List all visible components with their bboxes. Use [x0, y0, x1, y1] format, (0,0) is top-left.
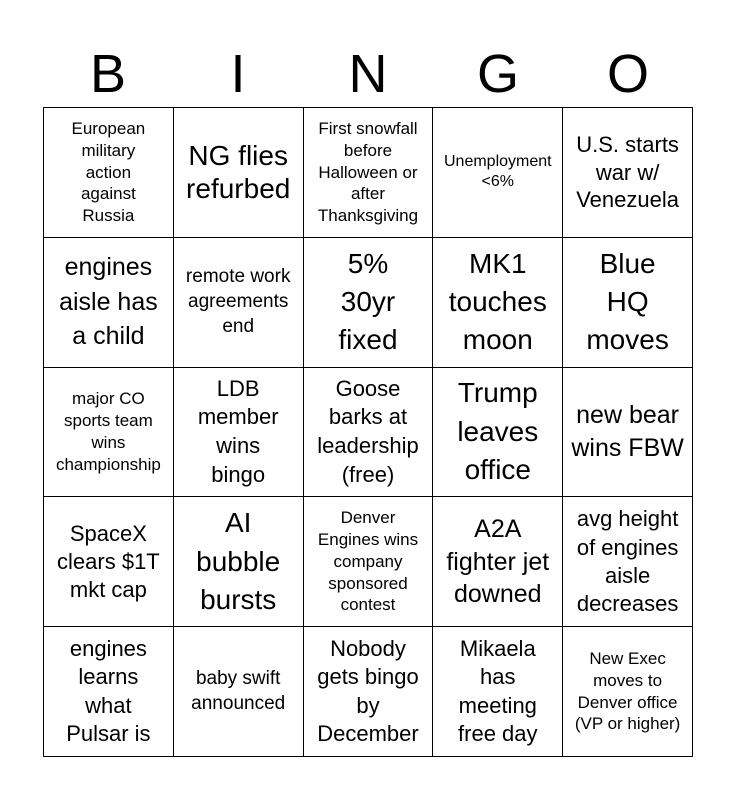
- bingo-cell-r3-c4[interactable]: [433, 368, 563, 498]
- cell-text: A2A fighter jet downed: [446, 515, 550, 609]
- bingo-header: [43, 40, 693, 108]
- cell-text: Nobody gets bingo by December: [317, 636, 419, 746]
- cell-text: AI bubble bursts: [196, 507, 281, 615]
- header-letter-n: N: [348, 44, 388, 104]
- cell-text: engines aisle has a child: [59, 253, 158, 351]
- cell-text: NG flies refurbed: [186, 139, 291, 205]
- cell-text: European military action against Russia: [71, 119, 146, 226]
- bingo-cell-r2-c1[interactable]: [44, 238, 174, 368]
- cell-text: 5% 30yr fixed: [338, 247, 398, 356]
- bingo-cell-r5-c1[interactable]: [44, 627, 174, 757]
- cell-text: major CO sports team wins championship: [55, 389, 161, 474]
- cell-text: baby swift announced: [191, 667, 286, 714]
- bingo-cell-r1-c2[interactable]: [174, 108, 304, 238]
- bingo-cell-r4-c5[interactable]: [563, 497, 693, 627]
- cell-text: U.S. starts war w/ Venezuela: [576, 132, 679, 213]
- bingo-cell-r5-c2[interactable]: [174, 627, 304, 757]
- cell-text: Blue HQ moves: [586, 247, 669, 356]
- cell-text: SpaceX clears $1T mkt cap: [57, 520, 160, 602]
- cell-text: First snowfall before Halloween or after Thanksgiving: [317, 119, 419, 226]
- bingo-cell-r2-c4[interactable]: [433, 238, 563, 368]
- cell-text: Unemployment <6%: [443, 152, 552, 191]
- bingo-board: [43, 107, 693, 757]
- bingo-cell-r5-c4[interactable]: [433, 627, 563, 757]
- cell-text: engines learns what Pulsar is: [66, 636, 151, 746]
- header-letter-o: O: [606, 44, 649, 104]
- bingo-cell-r3-c2[interactable]: [174, 368, 304, 498]
- cell-text: Trump leaves office: [457, 377, 539, 486]
- bingo-cell-r3-c3[interactable]: [304, 368, 434, 498]
- cell-text: avg height of engines aisle decreases: [576, 506, 679, 616]
- header-letter-b: B: [89, 44, 127, 104]
- cell-text: new bear wins FBW: [571, 401, 684, 462]
- bingo-cell-r4-c2[interactable]: [174, 497, 304, 627]
- bingo-cell-r5-c3[interactable]: [304, 627, 434, 757]
- cell-text: LDB member wins bingo: [197, 375, 279, 487]
- bingo-cell-r1-c4[interactable]: [433, 108, 563, 238]
- bingo-cell-r1-c3[interactable]: [304, 108, 434, 238]
- cell-text: Mikaela has meeting free day: [458, 636, 538, 746]
- cell-text: MK1 touches moon: [448, 247, 547, 356]
- header-letter-i: I: [230, 44, 246, 104]
- cell-text: New Exec moves to Denver office (VP or higher): [574, 649, 681, 734]
- cell-text: Denver Engines wins company sponsored contest: [317, 508, 419, 615]
- cell-text: remote work agreements end: [185, 266, 291, 337]
- bingo-cell-r2-c2[interactable]: [174, 238, 304, 368]
- bingo-cell-r3-c5[interactable]: [563, 368, 693, 498]
- bingo-cell-r4-c4[interactable]: [433, 497, 563, 627]
- bingo-cell-r1-c1[interactable]: [44, 108, 174, 238]
- bingo-cell-r2-c3[interactable]: [304, 238, 434, 368]
- bingo-cell-r4-c3[interactable]: [304, 497, 434, 627]
- bingo-cell-r2-c5[interactable]: [563, 238, 693, 368]
- bingo-cell-r1-c5[interactable]: [563, 108, 693, 238]
- header-letter-g: G: [476, 44, 519, 104]
- cell-text: Goose barks at leadership (free): [317, 375, 419, 487]
- bingo-cell-r3-c1[interactable]: [44, 368, 174, 498]
- bingo-cell-r4-c1[interactable]: [44, 497, 174, 627]
- bingo-cell-r5-c5[interactable]: [563, 627, 693, 757]
